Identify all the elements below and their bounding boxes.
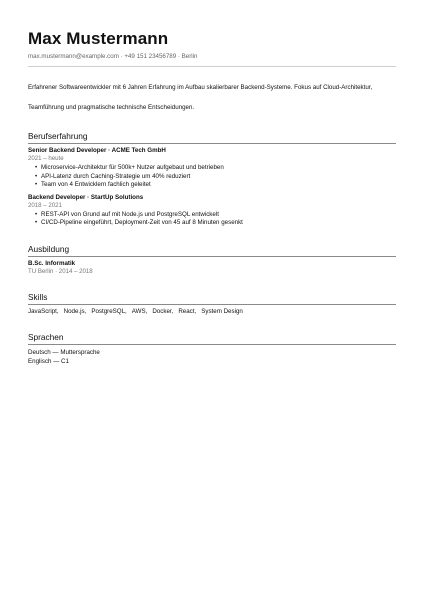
skill-tag: Docker, bbox=[152, 307, 174, 315]
skill-tag: System Design bbox=[201, 307, 243, 315]
job-entry bbox=[28, 194, 396, 228]
skill-tag: Node.js, bbox=[63, 307, 87, 315]
bullet-icon: • bbox=[35, 219, 38, 226]
education-rule bbox=[28, 256, 396, 257]
languages-section bbox=[28, 332, 396, 366]
bullet-text: Microservice-Architektur für 500k+ Nutzer aufgebaut und betrieben bbox=[41, 164, 224, 171]
skill-tag: PostgreSQL, bbox=[91, 307, 127, 315]
contact-line: max.mustermann@example.com · +49 151 23456789 · Berlin bbox=[28, 53, 198, 60]
list-item bbox=[35, 164, 396, 173]
profile-summary: Erfahrener Softwareentwickler mit 6 Jahren Erfahrung im Aufbau skalierbarer Backend-Systeme. Fokus auf Cloud-Architektur, Teamführung und pragmatische technische Entscheidungen. bbox=[28, 84, 373, 111]
experience-heading: Berufserfahrung bbox=[28, 131, 88, 141]
education-meta: TU Berlin · 2014 – 2018 bbox=[28, 267, 93, 275]
experience-rule bbox=[28, 143, 396, 144]
skills-section bbox=[28, 292, 396, 316]
job-period: 2021 – heute bbox=[28, 155, 64, 162]
job-title: Backend Developer · StartUp Solutions bbox=[28, 193, 144, 201]
languages-list bbox=[28, 348, 396, 366]
bullet-text: Team von 4 Entwicklern fachlich geleitet bbox=[41, 181, 151, 188]
job-entry bbox=[28, 147, 396, 190]
job-period: 2018 – 2021 bbox=[28, 201, 62, 209]
list-item bbox=[35, 181, 396, 190]
skill-tag: JavaScript, bbox=[28, 307, 59, 315]
bullet-icon: • bbox=[35, 172, 38, 180]
bullet-icon: • bbox=[35, 210, 38, 218]
list-item bbox=[35, 219, 396, 228]
person-name: Max Mustermann bbox=[28, 29, 169, 48]
bullet-text: CI/CD-Pipeline eingeführt, Deployment-Zeit von 45 auf 8 Minuten gesenkt bbox=[41, 219, 243, 226]
education-heading: Ausbildung bbox=[28, 243, 70, 254]
skills-rule bbox=[28, 304, 396, 305]
degree-title: B.Sc. Informatik bbox=[28, 259, 76, 267]
languages-rule bbox=[28, 344, 396, 345]
education-section bbox=[28, 244, 396, 276]
languages-heading: Sprachen bbox=[28, 331, 64, 342]
header-divider bbox=[28, 66, 396, 67]
bullet-text: REST-API von Grund auf mit Node.js und PostgreSQL entwickelt bbox=[41, 210, 219, 218]
skills-list bbox=[28, 308, 396, 316]
list-item bbox=[35, 173, 396, 182]
bullet-text: API-Latenz durch Caching-Strategie um 40% reduziert bbox=[41, 172, 191, 180]
job-bullets bbox=[28, 211, 396, 228]
skill-tag: React, bbox=[178, 307, 197, 315]
job-bullets bbox=[28, 164, 396, 190]
list-item bbox=[35, 211, 396, 220]
education-entry bbox=[28, 260, 396, 276]
bullet-icon: • bbox=[35, 181, 38, 188]
language-item: Deutsch — Muttersprache bbox=[28, 348, 100, 356]
bullet-icon: • bbox=[35, 164, 38, 171]
language-item: Englisch — C1 bbox=[28, 357, 69, 365]
experience-section bbox=[28, 131, 396, 228]
job-title: Senior Backend Developer · ACME Tech GmbH bbox=[28, 147, 166, 154]
skill-tag: AWS, bbox=[131, 307, 148, 315]
skills-heading: Skills bbox=[28, 291, 48, 302]
